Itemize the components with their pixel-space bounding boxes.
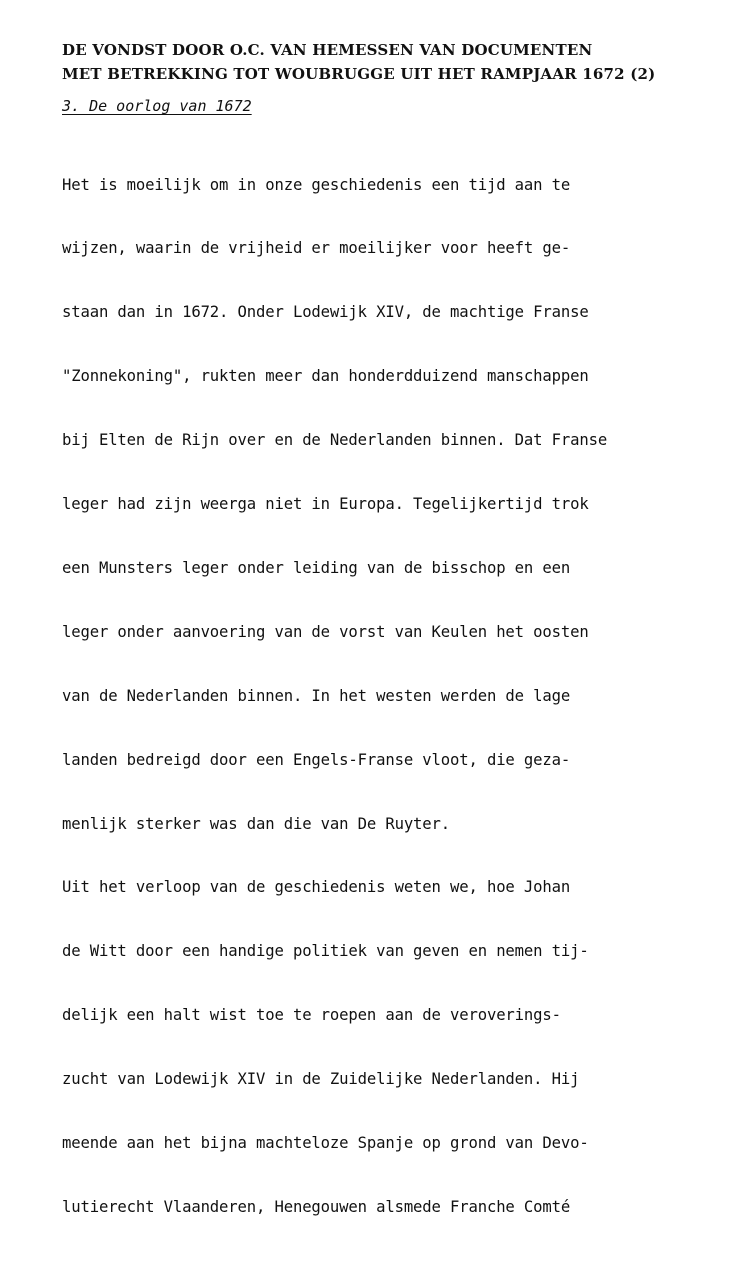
body-line-1: Het is moeilijk om in onze geschiedenis een tijd aan te — [62, 175, 571, 194]
body-line-11: menlijk sterker was dan die van De Ruyter. — [62, 814, 451, 833]
body-line-6: leger had zijn weerga niet in Europa. Tegelijkertijd trok — [62, 495, 589, 514]
body-text — [62, 132, 607, 1261]
body-line-17: lutierecht Vlaanderen, Henegouwen alsmede Franche Comté — [62, 1197, 571, 1216]
body-line-9: van de Nederlanden binnen. In het westen werden de lage — [62, 686, 571, 705]
document-title — [62, 38, 655, 86]
body-line-2: wijzen, waarin de vrijheid er moeilijker voor heeft ge- — [62, 239, 571, 258]
body-line-15: zucht van Lodewijk XIV in de Zuidelijke Nederlanden. Hij — [62, 1070, 580, 1089]
body-line-14: delijk een halt wist toe te roepen aan de veroverings- — [62, 1006, 561, 1025]
body-line-4: "Zonnekoning", rukten meer dan honderdduizend manschappen — [62, 367, 589, 386]
title-line-1: DE VONDST DOOR O.C. VAN HEMESSEN VAN DOCUMENTEN — [62, 41, 593, 59]
body-line-13: de Witt door een handige politiek van geven en nemen tij- — [62, 942, 589, 961]
body-line-7: een Munsters leger onder leiding van de bisschop en een — [62, 558, 571, 577]
body-line-16: meende aan het bijna machteloze Spanje op grond van Devo- — [62, 1133, 589, 1152]
title-line-2: MET BETREKKING TOT WOUBRUGGE UIT HET RAMPJAAR 1672 (2) — [62, 65, 656, 83]
section-heading: 3. De oorlog van 1672 — [62, 97, 252, 115]
body-line-8: leger onder aanvoering van de vorst van Keulen het oosten — [62, 622, 589, 641]
body-line-10: landen bedreigd door een Engels-Franse vloot, die geza- — [62, 750, 571, 769]
body-line-5: bij Elten de Rijn over en de Nederlanden binnen. Dat Franse — [62, 431, 608, 450]
body-line-12: Uit het verloop van de geschiedenis weten we, hoe Johan — [62, 878, 571, 897]
body-line-3: staan dan in 1672. Onder Lodewijk XIV, de machtige Franse — [62, 303, 589, 322]
